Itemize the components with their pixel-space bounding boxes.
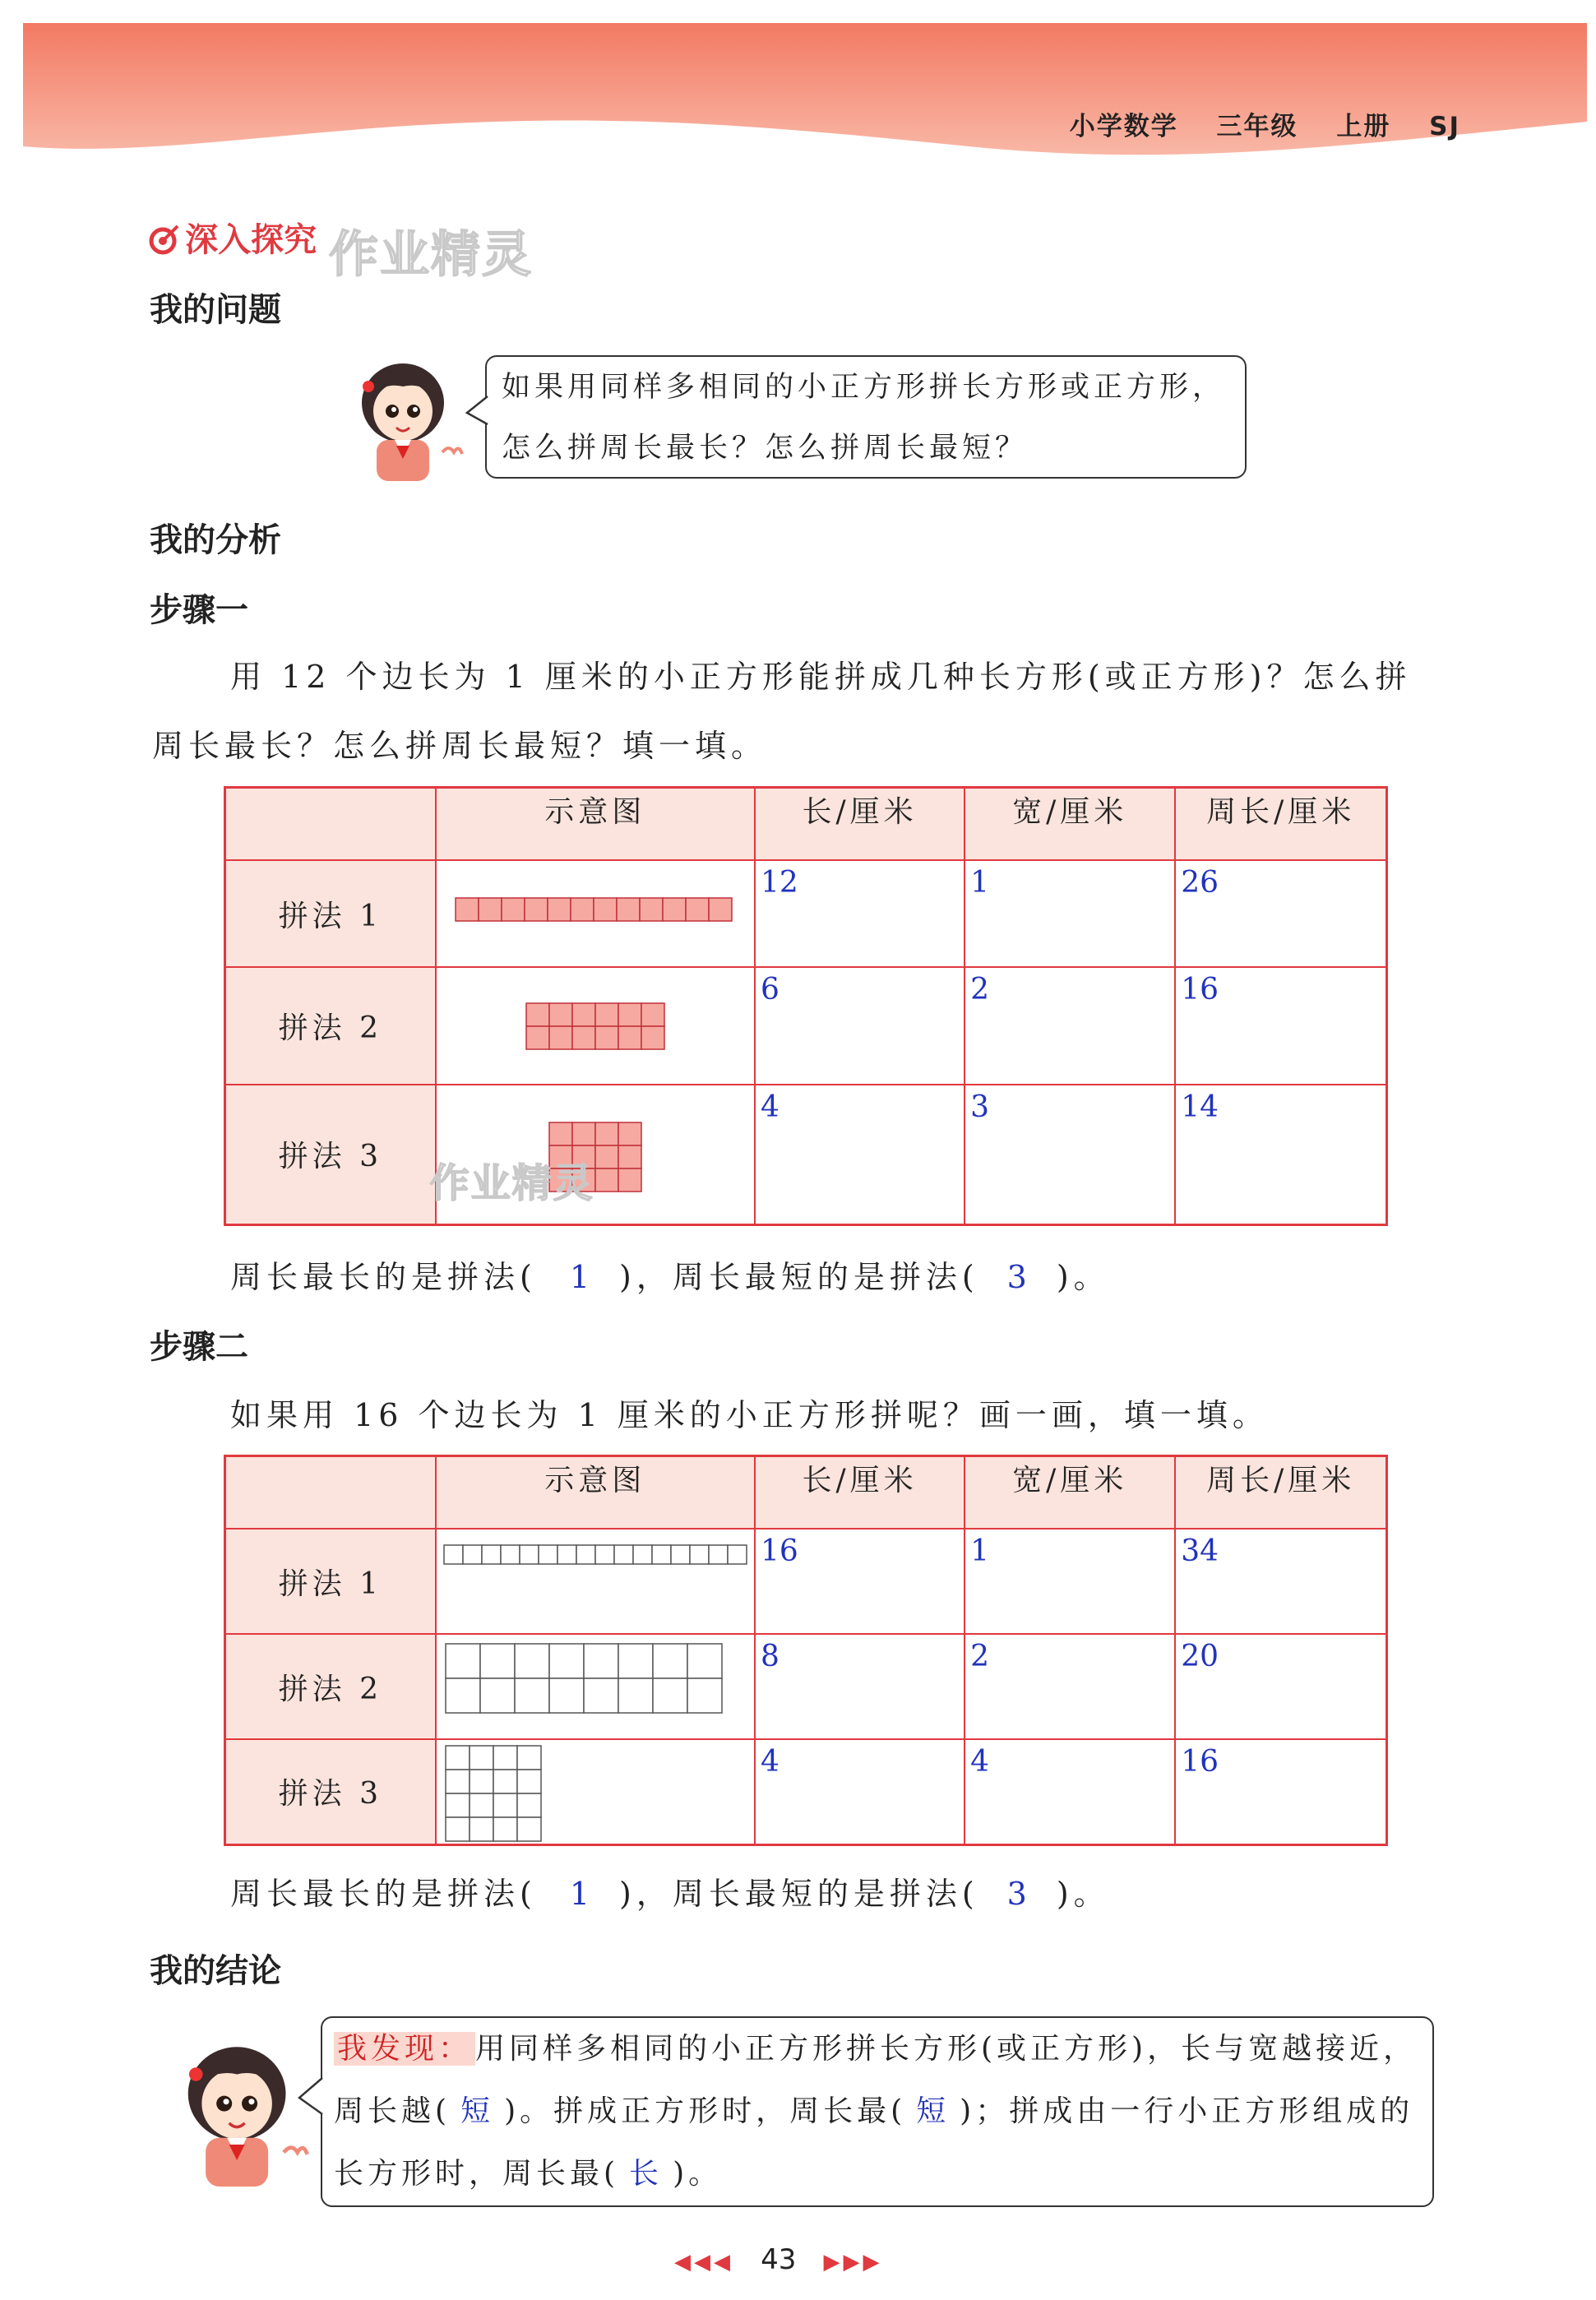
table-row	[225, 1634, 1387, 1739]
unit-square	[517, 1793, 541, 1817]
conclusion-text-2b: )。拼成正方形时，周长最(	[504, 2094, 907, 2128]
unit-square	[618, 1026, 641, 1049]
step2-table	[224, 1455, 1388, 1846]
step1-line-1: 用 12 个边长为 1 厘米的小正方形能拼成几种长方形(或正方形)？怎么拼	[230, 659, 1412, 695]
unit-square	[595, 1026, 618, 1049]
unit-square	[480, 1678, 515, 1713]
question-line-2: 怎么拼周长最长？怎么拼周长最短？	[502, 432, 1029, 465]
length-cell	[755, 967, 965, 1085]
length-cell	[755, 1739, 965, 1844]
unit-square	[595, 1545, 614, 1564]
diagram-cell	[436, 860, 755, 967]
unit-square	[687, 1678, 722, 1713]
section-title-text: 深入探究	[185, 221, 317, 259]
unit-square	[709, 898, 732, 921]
header-cell-empty	[225, 788, 436, 861]
table-row	[225, 1739, 1387, 1844]
unit-square	[641, 1003, 664, 1026]
unit-square	[463, 1545, 482, 1564]
unit-square	[446, 1770, 470, 1793]
step1-heading: 步骤一	[150, 591, 248, 629]
diagram-cell	[436, 1634, 755, 1739]
unit-square	[618, 1644, 653, 1678]
question-line-1: 如果用同样多相同的小正方形拼长方形或正方形，	[502, 371, 1226, 404]
drawn-rectangle-8x2	[445, 1643, 723, 1717]
unit-square	[595, 1003, 618, 1026]
watermark-top: 作业精灵	[329, 226, 533, 284]
subject: 小学数学	[1069, 112, 1178, 141]
prev-arrows-icon: ◀◀◀	[674, 2250, 733, 2275]
unit-square	[549, 1644, 584, 1678]
unit-square	[502, 898, 525, 921]
unit-square	[653, 1644, 687, 1678]
length-value: 16	[760, 1534, 798, 1568]
unit-square	[584, 1644, 618, 1678]
conclusion-bubble	[321, 2016, 1434, 2207]
width-value: 1	[970, 866, 990, 900]
width-value: 2	[970, 973, 990, 1007]
girl-avatar	[345, 354, 477, 485]
perimeter-value: 16	[1181, 973, 1219, 1007]
next-arrows-icon: ▶▶▶	[823, 2250, 883, 2275]
perimeter-cell	[1175, 1529, 1386, 1634]
unit-square	[633, 1545, 652, 1564]
row-label: 拼法 2	[225, 967, 436, 1085]
page-number: 43	[761, 2243, 797, 2276]
diagram-cell	[436, 967, 755, 1085]
perimeter-value: 20	[1181, 1640, 1219, 1673]
header-cell-width: 宽/厘米	[965, 1456, 1175, 1529]
perimeter-value: 26	[1181, 866, 1219, 900]
conclusion-line-3	[334, 2143, 1432, 2205]
width-cell	[965, 967, 1175, 1085]
drawn-square-4x4	[445, 1745, 542, 1845]
unit-square	[663, 898, 686, 921]
unit-square	[640, 898, 663, 921]
step2-summary	[230, 1868, 1110, 1914]
unit-square	[479, 898, 502, 921]
row-label: 拼法 3	[225, 1085, 436, 1224]
target-icon	[148, 223, 181, 256]
header-cell-perimeter: 周长/厘米	[1175, 788, 1386, 861]
length-value: 6	[760, 973, 779, 1007]
unit-square	[549, 1003, 572, 1026]
width-value: 1	[970, 1534, 990, 1568]
unit-square	[446, 1793, 470, 1817]
header-cell-perimeter: 周长/厘米	[1175, 1456, 1386, 1529]
section-title	[148, 214, 317, 261]
unit-square	[614, 1545, 633, 1564]
unit-square	[470, 1770, 493, 1793]
unit-square	[520, 1545, 539, 1564]
row-label: 拼法 2	[225, 1634, 436, 1739]
unit-square	[549, 1678, 584, 1713]
watermark-table: 作业精灵	[429, 1160, 594, 1206]
width-cell	[965, 860, 1175, 967]
unit-square	[446, 1817, 470, 1841]
length-value: 12	[760, 866, 798, 900]
my-conclusion-heading: 我的结论	[150, 1952, 281, 1990]
unit-square	[653, 1678, 687, 1713]
summary-suffix: )。	[1056, 1876, 1110, 1912]
unit-square	[549, 1026, 572, 1049]
row-label: 拼法 1	[225, 860, 436, 967]
conclusion-text-3a: 长方形时，周长最(	[334, 2157, 620, 2191]
length-value: 8	[760, 1640, 779, 1673]
unit-square	[493, 1817, 517, 1841]
grade: 三年级	[1216, 112, 1298, 141]
shortest-answer: 3	[1006, 1876, 1032, 1912]
unit-square	[686, 898, 709, 921]
header-cell-diagram: 示意图	[436, 1456, 755, 1529]
step2-heading: 步骤二	[150, 1328, 248, 1366]
volume: 上册	[1336, 112, 1391, 141]
step2-line-1: 如果用 16 个边长为 1 厘米的小正方形拼呢？画一画，填一填。	[230, 1397, 1269, 1433]
unit-square	[595, 1145, 618, 1169]
table-row	[225, 1529, 1387, 1634]
perimeter-cell	[1175, 1634, 1386, 1739]
width-value: 2	[970, 1640, 990, 1673]
unit-square	[671, 1545, 690, 1564]
unit-square	[470, 1817, 493, 1841]
conclusion-line-1	[334, 2018, 1432, 2080]
longest-answer: 1	[569, 1876, 595, 1912]
width-cell	[965, 1634, 1175, 1739]
row-label: 拼法 1	[225, 1529, 436, 1634]
unit-square	[617, 898, 640, 921]
bubble-tail-conclusion	[298, 2076, 324, 2117]
unit-square	[572, 1122, 595, 1145]
unit-square	[595, 1122, 618, 1145]
diagram-cell	[436, 1739, 755, 1844]
header-cell-diagram: 示意图	[436, 788, 755, 861]
conclusion-text-2a: 周长越(	[334, 2094, 451, 2128]
summary-middle: )，周长最短的是拼法(	[619, 1876, 979, 1912]
unit-square	[576, 1545, 595, 1564]
unit-square	[549, 1122, 572, 1145]
diagram-cell	[436, 1529, 755, 1634]
unit-square	[709, 1545, 728, 1564]
summary-suffix: )。	[1056, 1259, 1110, 1295]
unit-square	[641, 1026, 664, 1049]
table-row	[225, 1085, 1387, 1224]
book-info	[1042, 105, 1460, 142]
unit-square	[517, 1817, 541, 1841]
drawn-rectangle-16x1	[443, 1544, 747, 1568]
header-cell-length: 长/厘米	[755, 1456, 965, 1529]
conclusion-text-2c: )；拼成由一行小正方形组成的	[960, 2094, 1414, 2128]
unit-square	[618, 1169, 641, 1192]
unit-square	[728, 1545, 747, 1564]
length-cell	[755, 1529, 965, 1634]
unit-square	[539, 1545, 557, 1564]
diagram-cell	[429, 1085, 755, 1224]
step1-table	[224, 786, 1388, 1226]
header-cell-empty	[225, 1456, 436, 1529]
my-analysis-heading: 我的分析	[150, 521, 281, 559]
unit-square	[652, 1545, 671, 1564]
step1-line-2: 周长最长？怎么拼周长最短？填一填。	[152, 728, 768, 764]
unit-square	[618, 1122, 641, 1145]
unit-square	[584, 1678, 618, 1713]
length-value: 4	[760, 1090, 779, 1124]
unit-square	[501, 1545, 520, 1564]
header-cell-length: 长/厘米	[755, 788, 965, 861]
summary-prefix: 周长最长的是拼法(	[230, 1876, 537, 1912]
length-cell	[755, 1085, 965, 1224]
width-cell	[965, 1739, 1175, 1844]
length-cell	[755, 1634, 965, 1739]
rectangle-6x2-diagram	[525, 1002, 665, 1053]
perimeter-cell	[1175, 1739, 1386, 1844]
unit-square	[446, 1678, 480, 1713]
unit-square	[470, 1746, 493, 1770]
unit-square	[482, 1545, 501, 1564]
unit-square	[687, 1644, 722, 1678]
unit-square	[618, 1678, 653, 1713]
rectangle-12x1-diagram	[455, 897, 733, 925]
unit-square	[526, 1003, 549, 1026]
unit-square	[548, 898, 571, 921]
edition: SJ	[1429, 112, 1460, 141]
summary-middle: )，周长最短的是拼法(	[619, 1259, 979, 1295]
longest-answer: 1	[569, 1259, 595, 1295]
page-footer	[674, 2243, 882, 2276]
unit-square	[515, 1678, 549, 1713]
unit-square	[618, 1145, 641, 1169]
perimeter-value: 16	[1181, 1745, 1219, 1779]
header-cell-width: 宽/厘米	[965, 788, 1175, 861]
unit-square	[493, 1746, 517, 1770]
table-header-row	[225, 1456, 1387, 1529]
width-value: 3	[970, 1090, 990, 1124]
conclusion-text-1: 用同样多相同的小正方形拼长方形(或正方形)，长与宽越接近，	[475, 2032, 1418, 2066]
width-cell	[965, 1529, 1175, 1634]
unit-square	[493, 1793, 517, 1817]
unit-square	[517, 1770, 541, 1793]
bubble-tail	[465, 395, 490, 428]
perimeter-value: 14	[1181, 1090, 1219, 1124]
question-bubble	[485, 355, 1247, 479]
unit-square	[594, 898, 617, 921]
step1-summary	[230, 1252, 1110, 1297]
width-cell	[965, 1085, 1175, 1224]
unit-square	[515, 1644, 549, 1678]
perimeter-cell	[1175, 967, 1386, 1085]
table-row	[225, 860, 1387, 967]
perimeter-value: 34	[1181, 1534, 1219, 1568]
unit-square	[572, 1003, 595, 1026]
unit-square	[456, 898, 479, 921]
answer-3: 长	[629, 2157, 664, 2191]
unit-square	[444, 1545, 463, 1564]
row-label: 拼法 3	[225, 1739, 436, 1844]
unit-square	[571, 898, 594, 921]
unit-square	[557, 1545, 576, 1564]
answer-1: 短	[460, 2094, 495, 2128]
conclusion-line-2	[334, 2080, 1432, 2143]
unit-square	[525, 898, 548, 921]
unit-square	[493, 1770, 517, 1793]
unit-square	[446, 1644, 480, 1678]
unit-square	[618, 1003, 641, 1026]
shortest-answer: 3	[1006, 1259, 1032, 1295]
unit-square	[446, 1746, 470, 1770]
unit-square	[595, 1169, 618, 1192]
perimeter-cell	[1175, 860, 1386, 967]
unit-square	[526, 1026, 549, 1049]
unit-square	[572, 1026, 595, 1049]
width-value: 4	[970, 1745, 990, 1779]
perimeter-cell	[1175, 1085, 1386, 1224]
unit-square	[470, 1793, 493, 1817]
my-question-heading: 我的问题	[150, 291, 281, 329]
summary-prefix: 周长最长的是拼法(	[230, 1259, 537, 1295]
answer-2: 短	[916, 2094, 951, 2128]
unit-square	[480, 1644, 515, 1678]
conclusion-text-3b: )。	[673, 2157, 723, 2191]
length-value: 4	[760, 1745, 779, 1779]
table-header-row	[225, 788, 1387, 861]
table-row	[225, 967, 1387, 1085]
unit-square	[517, 1746, 541, 1770]
length-cell	[755, 860, 965, 967]
unit-square	[690, 1545, 709, 1564]
discovery-label: 我发现：	[334, 2032, 475, 2066]
